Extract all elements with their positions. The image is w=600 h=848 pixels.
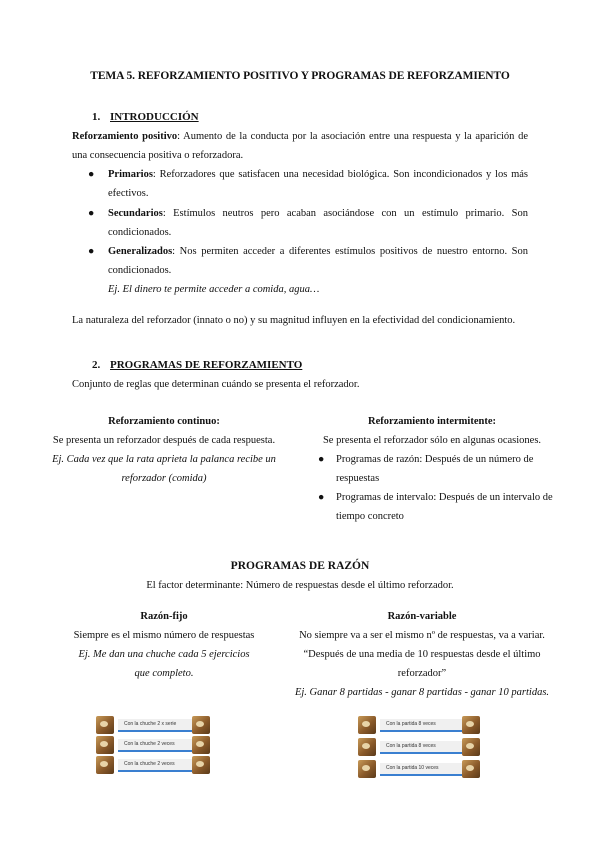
reward-thumbnail-icon (192, 736, 210, 754)
bullet-icon: ● (88, 208, 95, 219)
section-heading-programs (92, 359, 302, 371)
definition-text: : Aumento de la conducta por la asociación entre una respuesta y la aparición de una consecuencia positiva o reforzadora. (72, 131, 529, 161)
reward-thumbnail-icon (192, 716, 210, 734)
bullet-icon: ● (318, 492, 325, 503)
list-item (88, 242, 528, 280)
section-number: 2. (92, 359, 101, 371)
programs-intro: Conjunto de reglas que determinan cuándo se presenta el reforzador. (72, 379, 360, 390)
list-item (88, 204, 528, 242)
reward-thumbnail-icon (462, 738, 480, 756)
reward-thumbnail-icon (96, 756, 114, 774)
reward-thumbnail-icon (462, 760, 480, 778)
fixed-ratio-title: Razón-fijo (140, 611, 188, 622)
bullet-icon: ● (88, 246, 95, 257)
fixed-ratio-column (40, 607, 288, 683)
section-heading-intro (92, 111, 199, 123)
bullet-text: : Reforzadores que satisfacen una necesidad biológica. Son incondicionados y los más efectivos. (108, 169, 528, 199)
reward-thumbnail-icon (462, 716, 480, 734)
bullet-term: Secundarios (108, 208, 163, 219)
strip-label: Con la partida 8 veces (380, 719, 462, 732)
list-item (314, 450, 564, 488)
intermittent-text: Se presenta el reforzador sólo en algunas ocasiones. (322, 435, 542, 446)
continuous-column (40, 412, 288, 488)
variable-ratio-strip (358, 738, 484, 756)
bullet-icon: ● (318, 454, 325, 465)
fixed-ratio-example: Ej. Me dan una chuche cada 5 ejercicios que completo. (78, 649, 250, 679)
variable-ratio-quote: “Después de una media de 10 respuestas desde el último reforzador” (303, 649, 541, 679)
bullet-text: Programas de intervalo: Después de un intervalo de tiempo concreto (336, 492, 553, 522)
variable-ratio-strip (358, 760, 484, 778)
strip-label: Con la partida 10 veces (380, 763, 462, 776)
fixed-ratio-strip (96, 736, 212, 754)
definition-paragraph (72, 127, 528, 165)
document-title: TEMA 5. REFORZAMIENTO POSITIVO Y PROGRAMAS DE REFORZAMIENTO (90, 70, 510, 82)
bullet-text: Programas de razón: Después de un número de respuestas (336, 454, 534, 484)
variable-ratio-title: Razón-variable (387, 611, 457, 622)
section-number: 1. (92, 111, 101, 123)
reward-thumbnail-icon (192, 756, 210, 774)
intermittent-title: Reforzamiento intermitente: (368, 416, 496, 427)
bullet-text: : Estímulos neutros pero acaban asociándose con un estímulo primario. Son condicionados. (108, 208, 528, 238)
reward-thumbnail-icon (358, 716, 376, 734)
variable-ratio-text: No siempre va a ser el mismo nº de respuestas, va a variar. (299, 630, 545, 641)
variable-ratio-column (278, 607, 566, 702)
closing-paragraph: La naturaleza del reforzador (innato o no) y su magnitud influyen en la efectividad del condicionamiento. (72, 315, 516, 326)
example-text: Ej. El dinero te permite acceder a comida, agua… (108, 284, 320, 295)
section-title: INTRODUCCIÓN (110, 111, 199, 123)
strip-label: Con la chuche 2 veces (118, 759, 194, 772)
fixed-ratio-text: Siempre es el mismo número de respuestas (73, 630, 255, 641)
strip-label: Con la chuche 2 veces (118, 739, 194, 752)
fixed-ratio-strip (96, 716, 212, 734)
list-item (314, 488, 564, 526)
strip-label: Con la chuche 2 x serie (118, 719, 194, 732)
intermittent-column (300, 412, 564, 526)
variable-ratio-strip (358, 716, 484, 734)
reward-thumbnail-icon (358, 760, 376, 778)
reward-thumbnail-icon (358, 738, 376, 756)
ratio-subtitle: El factor determinante: Número de respuestas desde el último reforzador. (146, 580, 454, 591)
bullet-term: Primarios (108, 169, 153, 180)
reward-thumbnail-icon (96, 716, 114, 734)
bullet-text: : Nos permiten acceder a diferentes estímulos positivos de nuestro entorno. Son condicionados. (108, 246, 528, 276)
fixed-ratio-strip (96, 756, 212, 774)
definition-term: Reforzamiento positivo (72, 131, 178, 142)
continuous-example: Ej. Cada vez que la rata aprieta la palanca recibe un reforzador (comida) (52, 454, 276, 484)
ratio-heading: PROGRAMAS DE RAZÓN (230, 560, 370, 572)
bullet-term: Generalizados (108, 246, 173, 257)
continuous-title: Reforzamiento continuo: (108, 416, 220, 427)
list-item (88, 165, 528, 203)
variable-ratio-example: Ej. Ganar 8 partidas - ganar 8 partidas - ganar 10 partidas. (294, 687, 550, 698)
strip-label: Con la partida 8 veces (380, 741, 462, 754)
continuous-text: Se presenta un reforzador después de cada respuesta. (52, 435, 276, 446)
bullet-icon: ● (88, 169, 95, 180)
reward-thumbnail-icon (96, 736, 114, 754)
section-title: PROGRAMAS DE REFORZAMIENTO (110, 359, 303, 371)
